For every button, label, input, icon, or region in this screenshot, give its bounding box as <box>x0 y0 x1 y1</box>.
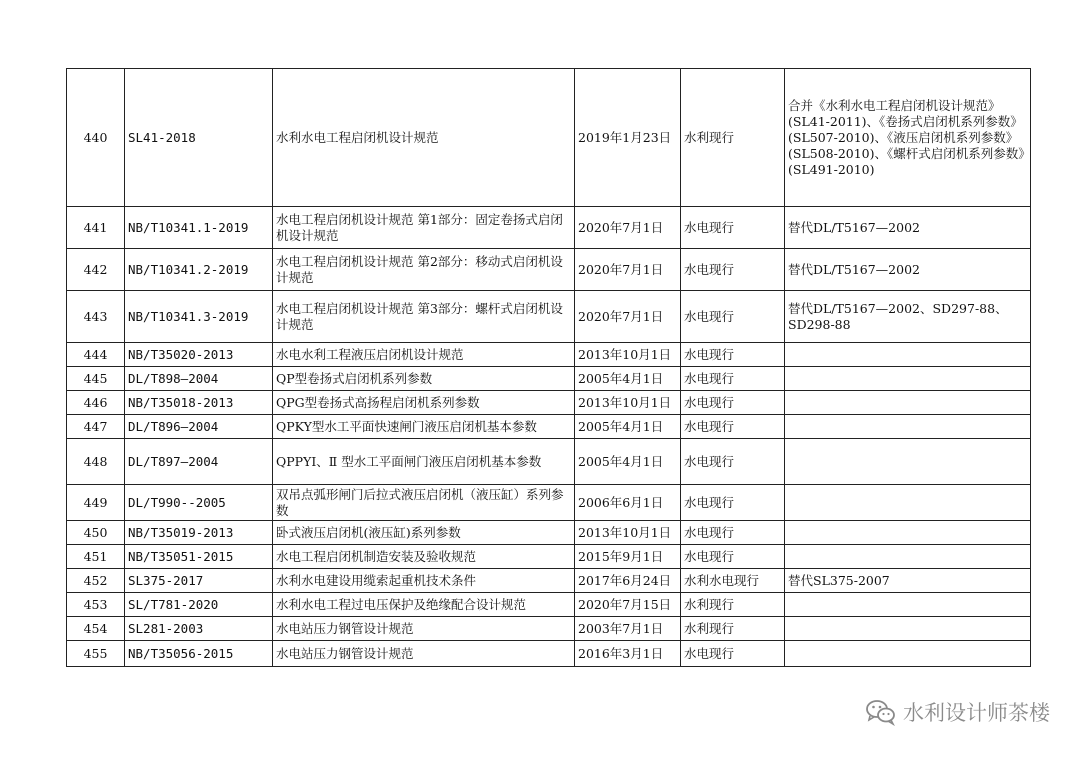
standard-name: QPG型卷扬式高扬程启闭机系列参数 <box>273 391 575 415</box>
standard-code: SL375-2017 <box>125 569 273 593</box>
table-row <box>67 343 1031 367</box>
standard-code: NB/T10341.2-2019 <box>125 249 273 291</box>
standard-code: SL281-2003 <box>125 617 273 641</box>
row-number: 448 <box>67 439 125 485</box>
watermark-text: 水利设计师茶楼 <box>903 701 1050 725</box>
standard-name: 水电站压力钢管设计规范 <box>273 641 575 667</box>
remark <box>785 545 1031 569</box>
effective-date: 2017年6月24日 <box>575 569 681 593</box>
remark: 合并《水利水电工程启闭机设计规范》(SL41-2011)、《卷扬式启闭机系列参数》(SL507-2010)、《液压启闭机系列参数》(SL508-2010)、《螺杆式启闭机系列参数》(SL491-2010) <box>785 69 1031 207</box>
effective-date: 2015年9月1日 <box>575 545 681 569</box>
row-number: 455 <box>67 641 125 667</box>
table-row <box>67 415 1031 439</box>
remark <box>785 343 1031 367</box>
table-row <box>67 439 1031 485</box>
remark <box>785 439 1031 485</box>
standard-name: 水利水电工程过电压保护及绝缘配合设计规范 <box>273 593 575 617</box>
standard-code: DL/T897—2004 <box>125 439 273 485</box>
row-number: 440 <box>67 69 125 207</box>
standard-code: NB/T35019-2013 <box>125 521 273 545</box>
status: 水电现行 <box>681 291 785 343</box>
row-number: 454 <box>67 617 125 641</box>
row-number: 446 <box>67 391 125 415</box>
standards-table <box>66 68 1031 667</box>
status: 水利现行 <box>681 593 785 617</box>
effective-date: 2020年7月1日 <box>575 291 681 343</box>
row-number: 451 <box>67 545 125 569</box>
standard-name: 水电水利工程液压启闭机设计规范 <box>273 343 575 367</box>
remark <box>785 415 1031 439</box>
effective-date: 2005年4月1日 <box>575 367 681 391</box>
standard-name: QPKY型水工平面快速闸门液压启闭机基本参数 <box>273 415 575 439</box>
remark <box>785 617 1031 641</box>
standard-code: NB/T10341.3-2019 <box>125 291 273 343</box>
effective-date: 2013年10月1日 <box>575 521 681 545</box>
status: 水电现行 <box>681 521 785 545</box>
standard-name: QPPYⅠ、Ⅱ 型水工平面闸门液压启闭机基本参数 <box>273 439 575 485</box>
status: 水电现行 <box>681 641 785 667</box>
standard-name: 水电工程启闭机制造安装及验收规范 <box>273 545 575 569</box>
effective-date: 2006年6月1日 <box>575 485 681 521</box>
status: 水电现行 <box>681 343 785 367</box>
status: 水电现行 <box>681 391 785 415</box>
table-row <box>67 521 1031 545</box>
effective-date: 2005年4月1日 <box>575 415 681 439</box>
table-row <box>67 291 1031 343</box>
effective-date: 2003年7月1日 <box>575 617 681 641</box>
standard-name: 水利水电建设用缆索起重机技术条件 <box>273 569 575 593</box>
standard-name: 卧式液压启闭机(液压缸)系列参数 <box>273 521 575 545</box>
status: 水利现行 <box>681 617 785 641</box>
row-number: 443 <box>67 291 125 343</box>
remark <box>785 485 1031 521</box>
status: 水电现行 <box>681 415 785 439</box>
status: 水电现行 <box>681 367 785 391</box>
standard-code: SL/T781-2020 <box>125 593 273 617</box>
table-row <box>67 617 1031 641</box>
status: 水电现行 <box>681 545 785 569</box>
standard-code: NB/T35051-2015 <box>125 545 273 569</box>
status: 水电现行 <box>681 207 785 249</box>
status: 水电现行 <box>681 249 785 291</box>
standard-name: 水电工程启闭机设计规范 第3部分：螺杆式启闭机设计规范 <box>273 291 575 343</box>
standard-code: DL/T990--2005 <box>125 485 273 521</box>
standard-code: NB/T35018-2013 <box>125 391 273 415</box>
table-row <box>67 367 1031 391</box>
effective-date: 2016年3月1日 <box>575 641 681 667</box>
status: 水电现行 <box>681 439 785 485</box>
row-number: 445 <box>67 367 125 391</box>
remark <box>785 641 1031 667</box>
row-number: 444 <box>67 343 125 367</box>
status: 水利水电现行 <box>681 569 785 593</box>
standard-code: NB/T35020-2013 <box>125 343 273 367</box>
table-row <box>67 249 1031 291</box>
standard-code: DL/T896—2004 <box>125 415 273 439</box>
remark <box>785 367 1031 391</box>
table-body <box>67 69 1031 667</box>
standard-name: 水电站压力钢管设计规范 <box>273 617 575 641</box>
row-number: 452 <box>67 569 125 593</box>
row-number: 441 <box>67 207 125 249</box>
watermark <box>865 697 1050 727</box>
remark <box>785 593 1031 617</box>
standard-name: 水电工程启闭机设计规范 第1部分：固定卷扬式启闭机设计规范 <box>273 207 575 249</box>
standard-code: NB/T10341.1-2019 <box>125 207 273 249</box>
remark: 替代DL/T5167—2002 <box>785 207 1031 249</box>
remark <box>785 521 1031 545</box>
standard-code: DL/T898—2004 <box>125 367 273 391</box>
table-row <box>67 569 1031 593</box>
remark: 替代SL375-2007 <box>785 569 1031 593</box>
remark <box>785 391 1031 415</box>
effective-date: 2020年7月15日 <box>575 593 681 617</box>
table-row <box>67 641 1031 667</box>
row-number: 450 <box>67 521 125 545</box>
standard-name: 双吊点弧形闸门后拉式液压启闭机（液压缸）系列参数 <box>273 485 575 521</box>
table-row <box>67 391 1031 415</box>
row-number: 442 <box>67 249 125 291</box>
row-number: 453 <box>67 593 125 617</box>
effective-date: 2020年7月1日 <box>575 249 681 291</box>
row-number: 449 <box>67 485 125 521</box>
effective-date: 2019年1月23日 <box>575 69 681 207</box>
table-row <box>67 593 1031 617</box>
standard-name: 水利水电工程启闭机设计规范 <box>273 69 575 207</box>
table-row <box>67 69 1031 207</box>
wechat-icon <box>865 698 897 726</box>
table-row <box>67 207 1031 249</box>
standard-code: SL41-2018 <box>125 69 273 207</box>
row-number: 447 <box>67 415 125 439</box>
effective-date: 2013年10月1日 <box>575 343 681 367</box>
standard-name: QP型卷扬式启闭机系列参数 <box>273 367 575 391</box>
effective-date: 2005年4月1日 <box>575 439 681 485</box>
remark: 替代DL/T5167—2002 <box>785 249 1031 291</box>
table-row <box>67 485 1031 521</box>
effective-date: 2020年7月1日 <box>575 207 681 249</box>
effective-date: 2013年10月1日 <box>575 391 681 415</box>
table-row <box>67 545 1031 569</box>
status: 水利现行 <box>681 69 785 207</box>
status: 水电现行 <box>681 485 785 521</box>
standard-code: NB/T35056-2015 <box>125 641 273 667</box>
remark: 替代DL/T5167—2002、SD297-88、SD298-88 <box>785 291 1031 343</box>
standard-name: 水电工程启闭机设计规范 第2部分：移动式启闭机设计规范 <box>273 249 575 291</box>
